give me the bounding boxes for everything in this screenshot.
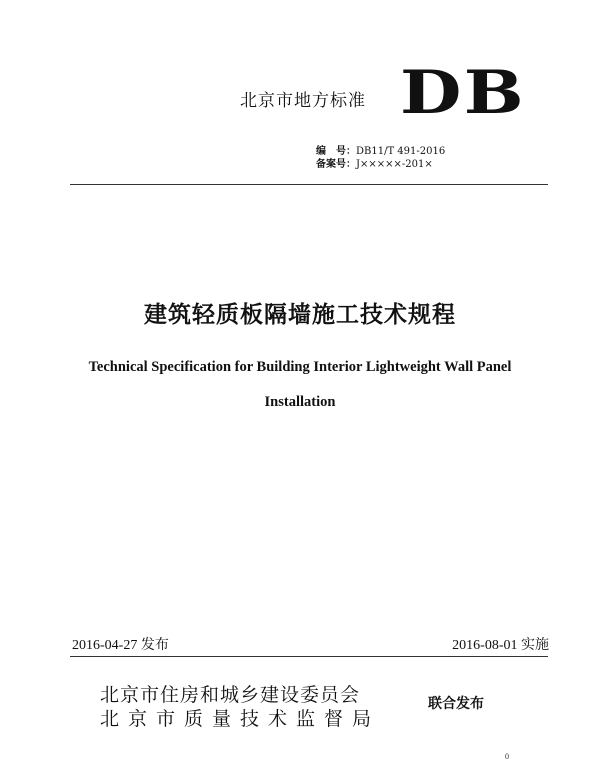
bottom-divider bbox=[70, 656, 548, 657]
db-logo: DB bbox=[400, 58, 526, 128]
issuer-line-2: 北京市质量技术监督局 bbox=[100, 708, 381, 730]
top-divider bbox=[70, 184, 548, 185]
document-title-chinese: 建筑轻质板隔墙施工技术规程 bbox=[144, 302, 456, 328]
effective-date: 2016-08-01 实施 bbox=[452, 638, 549, 653]
record-number-value: J×××××-201× bbox=[356, 159, 433, 170]
joint-release-label: 联合发布 bbox=[428, 696, 484, 712]
issuer-line-1: 北京市住房和城乡建设委员会 bbox=[100, 684, 361, 706]
record-number bbox=[316, 155, 433, 170]
publish-date: 2016-04-27 发布 bbox=[72, 638, 169, 653]
standard-code-label: 编 号： bbox=[316, 146, 356, 157]
document-title-english-line-1: Technical Specification for Building Interior Lightweight Wall Panel bbox=[88, 359, 512, 375]
page-mark: 0 bbox=[505, 752, 509, 761]
standard-type-label: 北京市地方标准 bbox=[240, 91, 366, 111]
document-title-english-line-2: Installation bbox=[264, 394, 336, 410]
standard-code-value: DB11/T 491-2016 bbox=[356, 146, 446, 157]
record-number-label: 备案号： bbox=[316, 159, 356, 170]
